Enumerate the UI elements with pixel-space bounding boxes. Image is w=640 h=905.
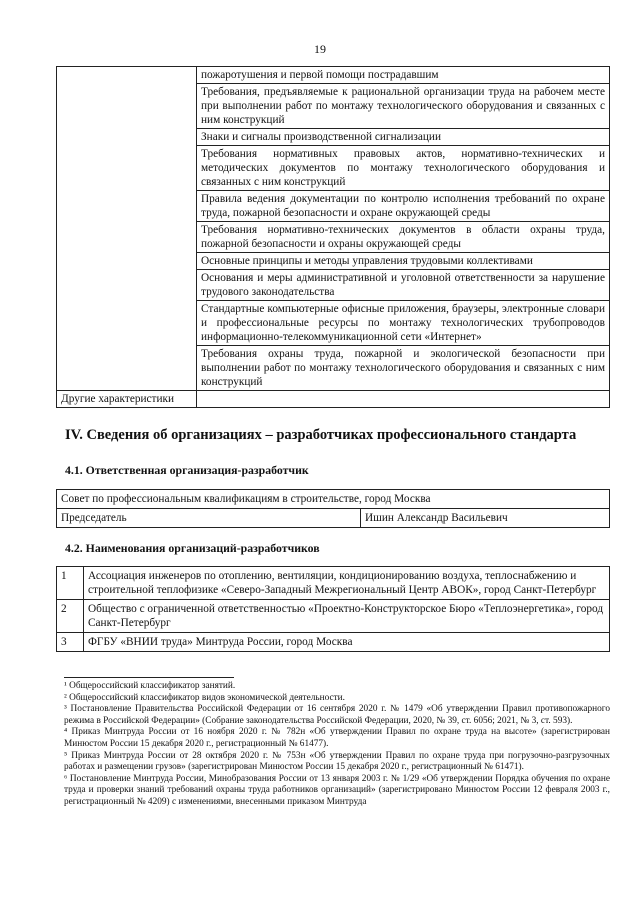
organization-name: Совет по профессиональным квалификациям в строительстве, город Москва [57, 490, 610, 509]
requirements-table [56, 66, 610, 408]
table-cell: Требования нормативных правовых актов, нормативно-технических и методических документов по монтажу технологического оборудования и связанных с ним конструкций [197, 146, 610, 191]
table-cell: пожаротушения и первой помощи пострадавшим [197, 67, 610, 84]
footnote-divider [64, 677, 234, 678]
empty-label-cell [57, 67, 197, 391]
table-cell [197, 391, 610, 408]
row-number: 1 [57, 567, 84, 600]
table-cell: Требования охраны труда, пожарной и экологической безопасности при выполнении работ по монтажу технологического оборудования и связанных с ним конструкций [197, 346, 610, 391]
subsection-title-responsible: 4.1. Ответственная организация-разработчик [65, 463, 309, 477]
table-row [57, 490, 610, 509]
footnote: ¹ Общероссийский классификатор занятий. [64, 681, 236, 691]
footnote: ² Общероссийский классификатор видов экономической деятельности. [64, 692, 345, 703]
org-name: Общество с ограниченной ответственностью «Проектно-Конструкторское Бюро «Теплоэнергетика», город Санкт-Петербург [84, 600, 610, 633]
subsection-title-developers: 4.2. Наименования организаций-разработчиков [65, 541, 320, 555]
role-label: Председатель [57, 509, 361, 528]
table-cell: Требования нормативно-технических документов в области охраны труда, пожарной безопасности и охраны окружающей среды [197, 222, 610, 253]
table-cell: Правила ведения документации по контролю исполнения требований по охране труда, пожарной безопасности и охране окружающей среды [197, 191, 610, 222]
table-row [57, 633, 610, 652]
person-name: Ишин Александр Васильевич [361, 509, 610, 528]
section-title: IV. Сведения об организациях – разработчиках профессионального стандарта [65, 427, 577, 443]
table-row [57, 600, 610, 633]
developer-orgs-table [56, 566, 610, 652]
table-cell: Основания и меры административной и уголовной ответственности за нарушение трудового законодательства [197, 270, 610, 301]
footnotes [64, 681, 610, 809]
footnote: ³ Постановление Правительства Российской Федерации от 16 сентября 2020 г. № 1479 «Об утверждении Правил противопожарного режима в Российской Федерации» (Собрание законодательства Российской Федерации, 2020, № 39, ст. 6056; 2021, № 3, ст. 593). [64, 704, 610, 726]
responsible-org-table [56, 489, 610, 528]
other-characteristics-label: Другие характеристики [57, 391, 197, 408]
org-name: Ассоциация инженеров по отоплению, вентиляции, кондиционированию воздуха, теплоснабжению и строительной теплофизике «Северо-Западный Межрегиональный Центр АВОК», город Санкт-Петербург [84, 567, 610, 600]
org-name: ФГБУ «ВНИИ труда» Минтруда России, город Москва [84, 633, 610, 652]
row-number: 2 [57, 600, 84, 633]
table-cell: Основные принципы и методы управления трудовыми коллективами [197, 253, 610, 270]
footnote: ⁵ Приказ Минтруда России от 28 октября 2020 г. № 753н «Об утверждении Правил по охране труда при погрузочно-разгрузочных работах и размещении грузов» (зарегистрирован Минюстом России 15 декабря 2020 г., регистрационный № 61471). [64, 750, 610, 773]
footnote: ⁴ Приказ Минтруда России от 16 ноября 2020 г. № 782н «Об утверждении Правил по охране труда на высоте» (зарегистрирован Минюстом России 15 декабря 2020 г., регистрационный № 61477). [64, 727, 610, 749]
table-cell: Требования, предъявляемые к рациональной организации труда на рабочем месте при выполнении работ по монтажу технологического оборудования и связанных с ним конструкций [197, 84, 610, 129]
table-row [57, 567, 610, 600]
page-number: 19 [314, 42, 326, 56]
table-row [57, 509, 610, 528]
table-cell: Стандартные компьютерные офисные приложения, браузеры, электронные словари и профессиональные ресурсы по монтажу технологических трубопроводов информационно-телекоммуникационной сети «Интернет» [197, 301, 610, 346]
footnote: ⁶ Постановление Минтруда России, Минобразования России от 13 января 2003 г. № 1/29 «Об утверждении Порядка обучения по охране труда и проверки знаний требований охраны труда работников организаций» (зарегистрировано Минюстом России 12 февраля 2003 г., регистрационный № 4209) с изменениями, внесенными приказом Минтруда [64, 773, 610, 807]
table-cell: Знаки и сигналы производственной сигнализации [197, 129, 610, 146]
table-row [57, 67, 610, 84]
row-number: 3 [57, 633, 84, 652]
table-row [57, 391, 610, 408]
